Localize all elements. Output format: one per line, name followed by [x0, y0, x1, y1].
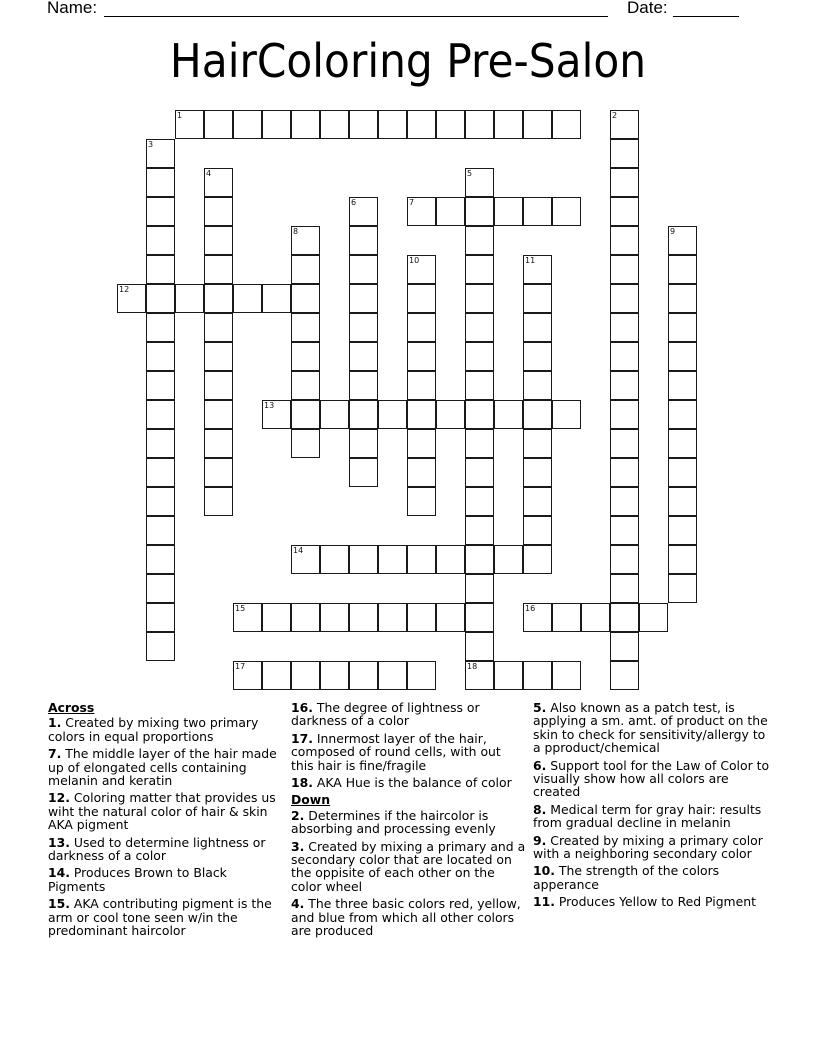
grid-cell[interactable] — [610, 458, 639, 487]
date-label: Date: — [627, 0, 668, 17]
grid-cell[interactable] — [233, 284, 262, 313]
grid-cell[interactable] — [523, 342, 552, 371]
grid-cell[interactable] — [494, 661, 523, 690]
grid-cell[interactable] — [465, 603, 494, 632]
clue-number: 6 — [351, 198, 357, 207]
clue-number: 16 — [525, 604, 536, 613]
clue-number: 13 — [264, 401, 275, 410]
clue-down-3: 3. Created by mixing a primary and a secondary color that are located on the oppisite of each other on the color wheel — [291, 838, 526, 894]
grid-cell[interactable] — [204, 197, 233, 226]
clue-number: 17 — [235, 662, 246, 671]
grid-cell[interactable] — [291, 342, 320, 371]
grid-cell[interactable] — [349, 545, 378, 574]
clue-down-6: 6. Support tool for the Law of Color to visually show how all colors are created — [533, 757, 770, 800]
grid-cell[interactable] — [407, 110, 436, 139]
grid-cell[interactable] — [407, 255, 436, 284]
grid-cell[interactable] — [610, 516, 639, 545]
grid-cell[interactable] — [204, 371, 233, 400]
grid-cell[interactable] — [146, 429, 175, 458]
down-heading: Down — [291, 792, 331, 808]
grid-cell[interactable] — [349, 110, 378, 139]
grid-cell[interactable] — [146, 371, 175, 400]
clue-across-13: 13. Used to determine lightness or darkness of a color — [48, 834, 266, 864]
grid-cell[interactable] — [204, 458, 233, 487]
clue-across-1: 1. Created by mixing two primary colors in equal proportions — [48, 715, 259, 744]
grid-cell[interactable] — [465, 284, 494, 313]
grid-cell[interactable] — [523, 603, 552, 632]
clue-number: 3 — [148, 140, 154, 149]
grid-cell[interactable] — [146, 487, 175, 516]
grid-cell[interactable] — [349, 661, 378, 690]
grid-cell[interactable] — [291, 226, 320, 255]
grid-cell[interactable] — [407, 197, 436, 226]
grid-cell[interactable] — [610, 197, 639, 226]
grid-cell[interactable] — [378, 110, 407, 139]
grid-cell[interactable] — [465, 632, 494, 661]
grid-cell[interactable] — [610, 255, 639, 284]
grid-cell[interactable] — [262, 284, 291, 313]
clue-number: 7 — [409, 198, 415, 207]
grid-cell[interactable] — [320, 661, 349, 690]
grid-cell[interactable] — [146, 197, 175, 226]
grid-cell[interactable] — [407, 458, 436, 487]
grid-cell[interactable] — [523, 371, 552, 400]
clues-column-1 — [48, 701, 284, 942]
grid-cell[interactable] — [523, 458, 552, 487]
grid-cell[interactable] — [436, 545, 465, 574]
clue-number: 10 — [409, 256, 420, 265]
grid-cell[interactable] — [349, 284, 378, 313]
grid-cell[interactable] — [407, 313, 436, 342]
clue-number: 8 — [293, 227, 299, 236]
grid-cell[interactable] — [610, 487, 639, 516]
grid-cell[interactable] — [523, 545, 552, 574]
grid-cell[interactable] — [639, 603, 668, 632]
grid-cell[interactable] — [407, 400, 436, 429]
grid-cell[interactable] — [668, 226, 697, 255]
grid-cell[interactable] — [146, 400, 175, 429]
grid-cell[interactable] — [465, 255, 494, 284]
clue-number: 15 — [235, 604, 246, 613]
grid-cell[interactable] — [407, 487, 436, 516]
grid-cell[interactable] — [146, 255, 175, 284]
grid-cell[interactable] — [204, 429, 233, 458]
grid-cell[interactable] — [494, 197, 523, 226]
grid-cell[interactable] — [552, 661, 581, 690]
name-label: Name: — [47, 0, 98, 17]
grid-cell[interactable] — [204, 168, 233, 197]
grid-cell[interactable] — [204, 487, 233, 516]
grid-cell[interactable] — [262, 400, 291, 429]
grid-cell[interactable] — [407, 429, 436, 458]
grid-cell[interactable] — [407, 371, 436, 400]
grid-cell[interactable] — [320, 400, 349, 429]
grid-cell[interactable] — [349, 603, 378, 632]
clue-number: 5 — [467, 169, 473, 178]
grid-cell[interactable] — [523, 284, 552, 313]
grid-cell[interactable] — [552, 400, 581, 429]
clue-down-8: 8. Medical term for gray hair: results from gradual decline in melanin — [533, 801, 762, 831]
clue-across-7: 7. The middle layer of the hair made up of elongated cells containing melanin and keratin — [48, 746, 277, 789]
grid-cell[interactable] — [436, 400, 465, 429]
grid-cell[interactable] — [610, 371, 639, 400]
grid-cell[interactable] — [668, 487, 697, 516]
grid-cell[interactable] — [291, 545, 320, 574]
grid-cell[interactable] — [523, 429, 552, 458]
grid-cell[interactable] — [146, 574, 175, 603]
grid-cell[interactable] — [465, 661, 494, 690]
grid-cell[interactable] — [204, 226, 233, 255]
grid-cell[interactable] — [378, 545, 407, 574]
grid-cell[interactable] — [552, 603, 581, 632]
grid-cell[interactable] — [349, 429, 378, 458]
grid-cell[interactable] — [610, 168, 639, 197]
grid-cell[interactable] — [349, 342, 378, 371]
grid-cell[interactable] — [494, 545, 523, 574]
clue-number: 2 — [612, 111, 618, 120]
grid-cell[interactable] — [552, 110, 581, 139]
grid-cell[interactable] — [291, 284, 320, 313]
grid-cell[interactable] — [436, 110, 465, 139]
grid-cell[interactable] — [581, 603, 610, 632]
grid-cell[interactable] — [668, 429, 697, 458]
clue-across-14: 14. Produces Brown to Black Pigments — [48, 865, 227, 894]
grid-cell[interactable] — [465, 168, 494, 197]
grid-cell[interactable] — [610, 632, 639, 661]
grid-cell[interactable] — [610, 661, 639, 690]
grid-cell[interactable] — [610, 603, 639, 632]
grid-cell[interactable] — [465, 197, 494, 226]
grid-cell[interactable] — [291, 603, 320, 632]
grid-cell[interactable] — [523, 400, 552, 429]
grid-cell[interactable] — [668, 516, 697, 545]
clue-number: 9 — [670, 227, 676, 236]
grid-cell[interactable] — [378, 400, 407, 429]
grid-cell[interactable] — [175, 284, 204, 313]
grid-cell[interactable] — [610, 400, 639, 429]
grid-cell[interactable] — [523, 661, 552, 690]
clue-number: 12 — [119, 285, 130, 294]
grid-cell[interactable] — [465, 516, 494, 545]
grid-cell[interactable] — [668, 255, 697, 284]
clue-number: 14 — [293, 546, 304, 555]
grid-cell[interactable] — [465, 400, 494, 429]
grid-cell[interactable] — [552, 197, 581, 226]
grid-cell[interactable] — [668, 400, 697, 429]
grid-cell[interactable] — [407, 284, 436, 313]
clue-across-15: 15. AKA contributing pigment is the arm or cool tone seen w/in the predominant haircolor — [48, 896, 272, 939]
grid-cell[interactable] — [610, 429, 639, 458]
grid-cell[interactable] — [610, 342, 639, 371]
grid-cell[interactable] — [494, 400, 523, 429]
grid-cell[interactable] — [523, 487, 552, 516]
grid-cell[interactable] — [465, 371, 494, 400]
grid-cell[interactable] — [349, 255, 378, 284]
grid-cell[interactable] — [349, 371, 378, 400]
grid-cell[interactable] — [262, 110, 291, 139]
clue-number: 18 — [467, 662, 478, 671]
grid-cell[interactable] — [146, 168, 175, 197]
grid-cell[interactable] — [262, 661, 291, 690]
grid-cell[interactable] — [291, 110, 320, 139]
grid-cell[interactable] — [349, 313, 378, 342]
grid-cell[interactable] — [523, 313, 552, 342]
grid-cell[interactable] — [291, 371, 320, 400]
grid-cell[interactable] — [523, 197, 552, 226]
grid-cell[interactable] — [320, 603, 349, 632]
grid-cell[interactable] — [668, 342, 697, 371]
grid-cell[interactable] — [204, 342, 233, 371]
grid-cell[interactable] — [465, 574, 494, 603]
grid-cell[interactable] — [204, 255, 233, 284]
clue-down-10: 10. The strength of the colors apperance — [533, 863, 720, 892]
across-heading: Across — [48, 700, 95, 715]
grid-cell[interactable] — [233, 661, 262, 690]
grid-cell[interactable] — [465, 458, 494, 487]
grid-cell[interactable] — [465, 545, 494, 574]
grid-cell[interactable] — [291, 429, 320, 458]
clue-across-18: 18. AKA Hue is the balance of color — [291, 775, 512, 791]
grid-cell[interactable] — [523, 110, 552, 139]
grid-cell[interactable] — [610, 574, 639, 603]
grid-cell[interactable] — [291, 400, 320, 429]
grid-cell[interactable] — [320, 110, 349, 139]
grid-cell[interactable] — [146, 226, 175, 255]
grid-cell[interactable] — [349, 458, 378, 487]
clue-number: 1 — [177, 111, 183, 120]
grid-cell[interactable] — [523, 255, 552, 284]
grid-cell[interactable] — [146, 313, 175, 342]
grid-cell[interactable] — [668, 313, 697, 342]
grid-cell[interactable] — [378, 661, 407, 690]
grid-cell[interactable] — [494, 110, 523, 139]
grid-cell[interactable] — [204, 110, 233, 139]
grid-cell[interactable] — [291, 661, 320, 690]
grid-cell[interactable] — [233, 110, 262, 139]
grid-cell[interactable] — [465, 226, 494, 255]
clue-down-11: 11. Produces Yellow to Red Pigment — [533, 894, 756, 910]
clue-down-4: 4. The three basic colors red, yellow, and blue from which all other colors are produced — [291, 896, 521, 939]
grid-cell[interactable] — [146, 632, 175, 661]
grid-cell[interactable] — [146, 516, 175, 545]
grid-cell[interactable] — [349, 197, 378, 226]
clue-number: 11 — [525, 256, 536, 265]
grid-cell[interactable] — [204, 400, 233, 429]
clue-number: 4 — [206, 169, 212, 178]
grid-cell[interactable] — [146, 342, 175, 371]
grid-cell[interactable] — [407, 661, 436, 690]
clue-down-2: 2. Determines if the haircolor is absorbing and processing evenly — [291, 807, 496, 837]
grid-cell[interactable] — [668, 458, 697, 487]
clue-across-12: 12. Coloring matter that provides us wiht the natural color of hair & skin AKA pigment — [48, 790, 276, 833]
grid-cell[interactable] — [610, 545, 639, 574]
grid-cell[interactable] — [523, 516, 552, 545]
grid-cell[interactable] — [610, 226, 639, 255]
grid-cell[interactable] — [465, 487, 494, 516]
grid-cell[interactable] — [436, 197, 465, 226]
grid-cell[interactable] — [117, 284, 146, 313]
clue-across-16: 16. The degree of lightness or darkness of a color — [291, 700, 480, 729]
grid-cell[interactable] — [320, 545, 349, 574]
grid-cell[interactable] — [262, 603, 291, 632]
grid-cell[interactable] — [146, 139, 175, 168]
grid-cell[interactable] — [465, 110, 494, 139]
grid-cell[interactable] — [610, 284, 639, 313]
grid-cell[interactable] — [175, 110, 204, 139]
grid-cell[interactable] — [465, 313, 494, 342]
grid-cell[interactable] — [610, 313, 639, 342]
grid-cell[interactable] — [610, 139, 639, 168]
grid-cell[interactable] — [204, 284, 233, 313]
grid-cell[interactable] — [407, 342, 436, 371]
grid-cell[interactable] — [291, 313, 320, 342]
grid-cell[interactable] — [146, 545, 175, 574]
grid-cell[interactable] — [668, 545, 697, 574]
clue-down-5: 5. Also known as a patch test, is applying a sm. amt. of product on the skin to check for sensitivity/allergy to a pproduct/chemical — [533, 700, 768, 756]
grid-cell[interactable] — [668, 574, 697, 603]
grid-cell[interactable] — [233, 603, 262, 632]
grid-cell[interactable] — [204, 313, 233, 342]
grid-cell[interactable] — [668, 284, 697, 313]
grid-cell[interactable] — [146, 458, 175, 487]
page-title: HairColoring Pre-Salon — [169, 34, 647, 88]
grid-cell[interactable] — [291, 255, 320, 284]
grid-cell[interactable] — [146, 603, 175, 632]
grid-cell[interactable] — [668, 371, 697, 400]
grid-cell[interactable] — [610, 110, 639, 139]
grid-cell[interactable] — [349, 400, 378, 429]
grid-cell[interactable] — [407, 545, 436, 574]
grid-cell[interactable] — [146, 284, 175, 313]
grid-cell[interactable] — [349, 226, 378, 255]
clue-across-17: 17. Innermost layer of the hair, composed of round cells, with out this hair is fine/fragile — [291, 730, 501, 773]
grid-cell[interactable] — [378, 603, 407, 632]
clues-column-3 — [533, 701, 773, 913]
grid-cell[interactable] — [436, 603, 465, 632]
clue-down-9: 9. Created by mixing a primary color with a neighboring secondary color — [533, 832, 763, 862]
clues-column-2 — [291, 701, 527, 942]
grid-cell[interactable] — [465, 429, 494, 458]
grid-cell[interactable] — [407, 603, 436, 632]
grid-cell[interactable] — [465, 342, 494, 371]
